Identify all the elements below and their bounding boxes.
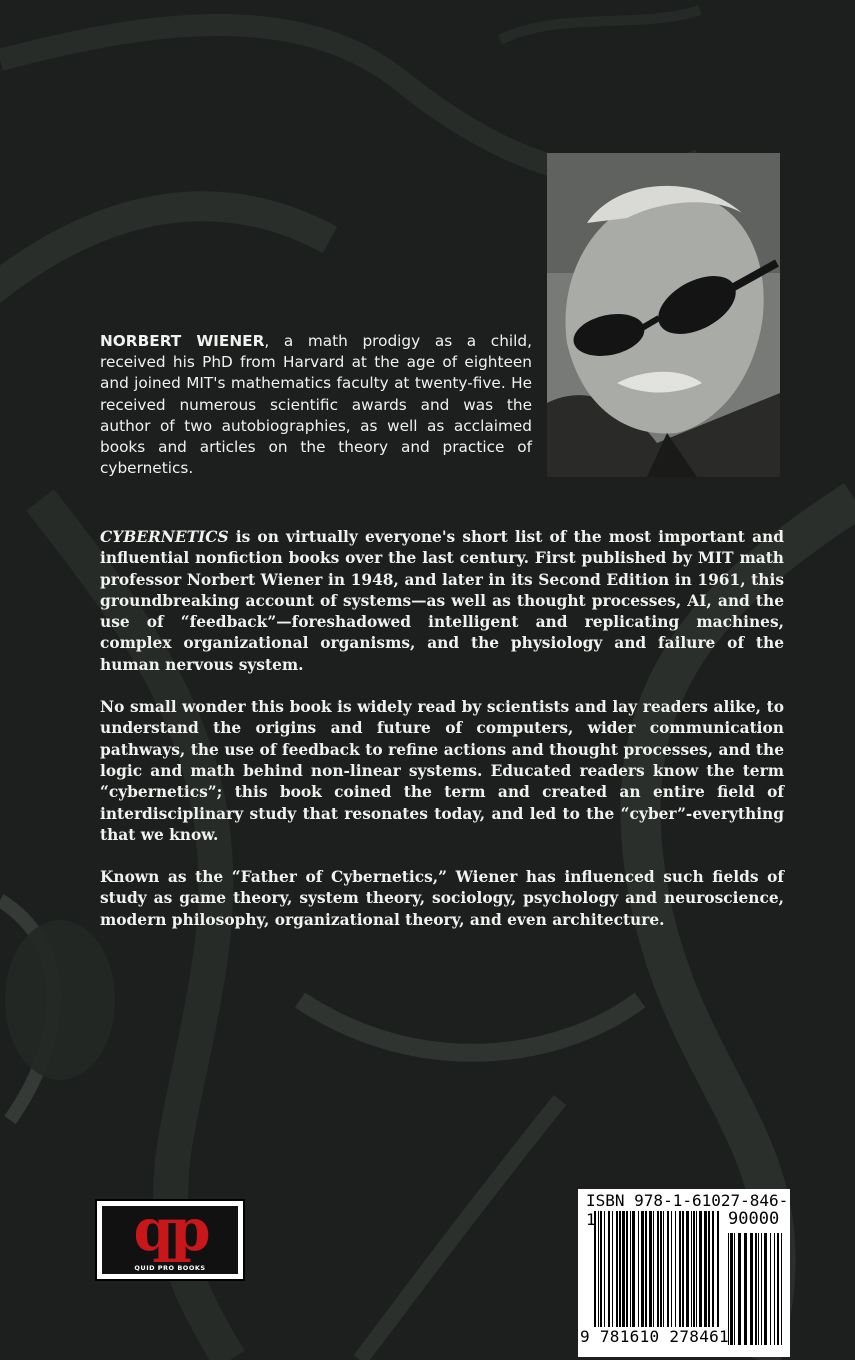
addon-bar (730, 1233, 733, 1345)
addon-bar (764, 1233, 767, 1345)
book-title: CYBERNETICS (100, 528, 229, 546)
addon-bar (738, 1233, 741, 1345)
addon-bar (774, 1233, 775, 1345)
author-bio (100, 331, 532, 479)
addon-bar (761, 1233, 762, 1345)
description-text-1: is on virtually everyone's short list of the most important and influential nonfiction books over the last century. First published by MIT math professor Norbert Wiener in 1948, and later in its Second Edition in 1961, this groundbreaking account of systems—as well as thought processes, AI, and the use of “feedback”—foreshadowed intelligent and replicating machines, complex organizational organisms, and the physiology and failure of the human nervous system. (100, 528, 784, 674)
description-paragraph-1 (100, 527, 784, 676)
barcode-digits: 9 781610 278461 (580, 1327, 729, 1346)
addon-bar (758, 1233, 759, 1345)
isbn-barcode (578, 1189, 790, 1357)
publisher-logo (95, 1196, 245, 1281)
author-photo (547, 153, 780, 477)
addon-bar (781, 1233, 782, 1345)
addon-bar (777, 1233, 779, 1345)
addon-bar (734, 1233, 735, 1345)
isbn-text: ISBN 978-1-61027-846-1 (586, 1191, 789, 1229)
publisher-logo-mark: qp (133, 1196, 207, 1264)
book-description (100, 527, 784, 952)
addon-bar (750, 1233, 753, 1345)
addon-bar (755, 1233, 757, 1345)
description-paragraph-3: Known as the “Father of Cybernetics,” Wiener has influenced such fields of study as game theory, system theory, sociology, psychology and neuroscience, modern philosophy, organizational theory, and even architecture. (100, 868, 784, 929)
addon-bar (744, 1233, 747, 1345)
price-addon-text: 90000 (728, 1209, 780, 1229)
description-paragraph-2: No small wonder this book is widely read by scientists and lay readers alike, to understand the origins and future of computers, wider communication pathways, the use of feedback to refine actions and thought processes, and the logic and math behind non-linear systems. Educated readers know the term “cybernetics”; this book coined the term and created an entire field of interdisciplinary study that resonates today, and led to the “cyber”-everything that we know. (100, 698, 784, 844)
publisher-name: QUID PRO BOOKS (134, 1264, 206, 1272)
author-bio-text: , a math prodigy as a child, received his PhD from Harvard at the age of eighteen and joined MIT's mathematics faculty at twenty-five. He received numerous scientific awards and was the author of two autobiographies, as well as acclaimed books and articles on the theory and practice of cybernetics. (100, 332, 532, 478)
addon-bar (770, 1233, 771, 1345)
author-name: NORBERT WIENER (100, 332, 265, 350)
